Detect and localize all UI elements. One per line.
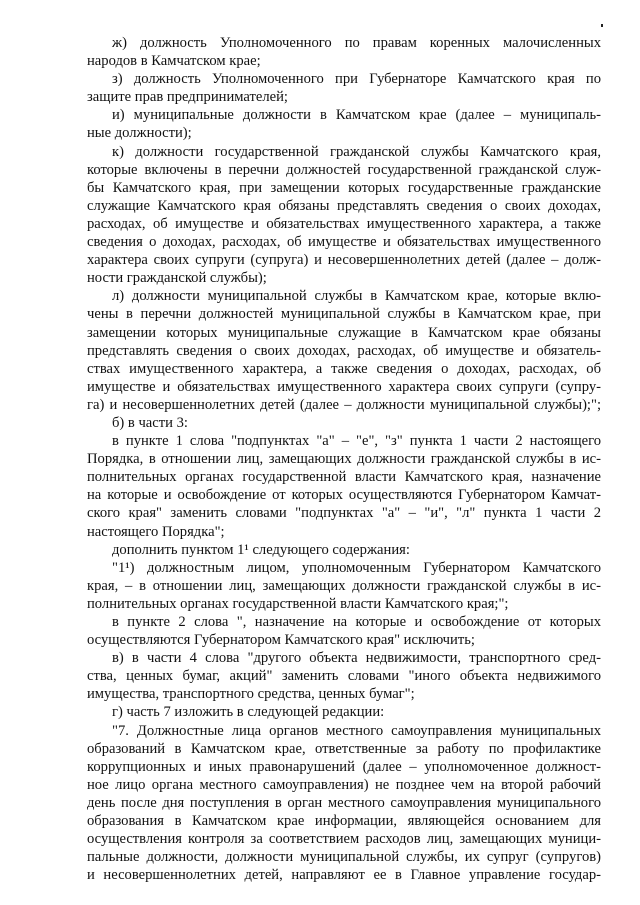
text-line: день после дня поступления в орган местного самоуправления муниципального: [87, 794, 601, 811]
text-line: ное лицо органа местного самоуправления) не позднее чем на второй рабочий: [87, 776, 601, 793]
text-line: л) должности муниципальной службы в Камчатском крае, которые вклю-: [112, 288, 601, 305]
text-line: ства, ценных бумаг, акций" заменить словами "иного объекта недвижимого: [87, 668, 601, 685]
text-line: народов в Камчатском крае;: [87, 53, 261, 70]
text-line: к) должности государственной гражданской службы Камчатского края,: [112, 143, 601, 160]
text-line: б) в части 3:: [112, 414, 188, 431]
text-line: га) и несовершеннолетних детей (далее – должности муниципальной службы);";: [87, 396, 601, 413]
text-line: которые включены в перечни должностей государственной гражданской служ-: [87, 161, 601, 178]
text-line: имущества, транспортного средства, ценных бумаг";: [87, 686, 415, 703]
text-line: ствах имущественного характера, а также сведения о доходах, расходах, об: [87, 360, 601, 377]
text-line: дополнить пунктом 1¹ следующего содержания:: [112, 541, 410, 558]
text-line: представлять сведения о своих доходах, расходах, об имуществе и обязатель-: [87, 342, 601, 359]
text-line: характера своих супруги (супруга) и несовершеннолетних детей (далее – долж-: [87, 252, 601, 269]
text-line: служащие Камчатского края обязаны представлять сведения о своих доходах,: [87, 197, 601, 214]
text-line: сведения о доходах, расходах, об имуществе и обязательствах имущественного: [87, 234, 601, 251]
text-line: настоящего Порядка";: [87, 523, 225, 540]
text-line: Порядка, в отношении лиц, замещающих должности гражданской службы в ис-: [87, 451, 601, 468]
text-line: осуществляются Губернатором Камчатского края" исключить;: [87, 632, 475, 649]
text-line: и несовершеннолетних детей, направляют ее в Главное управление государ-: [87, 867, 601, 884]
scan-speck: [601, 24, 603, 27]
text-line: ные должности);: [87, 125, 192, 142]
text-line: и) муниципальные должности в Камчатском крае (далее – муниципаль-: [112, 107, 601, 124]
text-line: края, – в отношении лиц, замещающих должности гражданской службы в ис-: [87, 577, 601, 594]
text-line: ского края" заменить словами "подпунктах "а" – "и", "л" пункта 1 части 2: [87, 505, 601, 522]
text-line: защите прав предпринимателей;: [87, 89, 288, 106]
text-line: "1¹) должностным лицом, уполномоченным Губернатором Камчатского: [112, 559, 601, 576]
text-line: пальные должности, должности муниципальной службы, их супруг (супругов): [87, 849, 601, 866]
text-line: имуществе и обязательствах имущественного характера своих супруги (супру-: [87, 378, 601, 395]
text-line: з) должность Уполномоченного при Губернаторе Камчатского края по: [112, 71, 601, 88]
text-line: г) часть 7 изложить в следующей редакции:: [112, 704, 385, 721]
text-line: замещении которых муниципальные служащие в Камчатском крае обязаны: [87, 324, 601, 341]
text-line: "7. Должностные лица органов местного самоуправления муниципальных: [112, 722, 601, 739]
text-line: в) в части 4 слова "другого объекта недвижимости, транспортного сред-: [112, 650, 601, 667]
text-line: чены в перечни должностей муниципальной службы в Камчатском крае, при: [87, 306, 601, 323]
text-line: осуществления контроля за соответствием расходов лиц, замещающих муници-: [87, 831, 601, 848]
text-line: образования в Камчатском крае информации, являющейся основанием для: [87, 813, 601, 830]
document-body: [87, 34, 601, 884]
text-line: в пункте 1 слова "подпунктах "а" – "е", "з" пункта 1 части 2 настоящего: [112, 433, 601, 450]
text-line: на которые и освобождение от которых осуществляются Губернатором Камчат-: [87, 487, 601, 504]
text-line: коррупционных и иных правонарушений (далее – уполномоченное должност-: [87, 758, 601, 775]
text-line: полнительных органах государственной власти Камчатского края, назначение: [87, 469, 601, 486]
text-line: ж) должность Уполномоченного по правам коренных малочисленных: [112, 35, 601, 51]
text-line: в пункте 2 слова ", назначение на которые и освобождение от которых: [112, 614, 601, 630]
text-line: бы Камчатского края, при замещении которых государственные гражданские: [87, 179, 601, 196]
text-line: ности гражданской службы);: [87, 270, 267, 287]
text-line: полнительных органах государственной власти Камчатского края;";: [87, 595, 509, 612]
text-line: образований в Камчатском крае, ответственные за работу по профилактике: [87, 740, 601, 757]
text-line: расходах, об имуществе и обязательствах имущественного характера, а также: [87, 215, 601, 232]
